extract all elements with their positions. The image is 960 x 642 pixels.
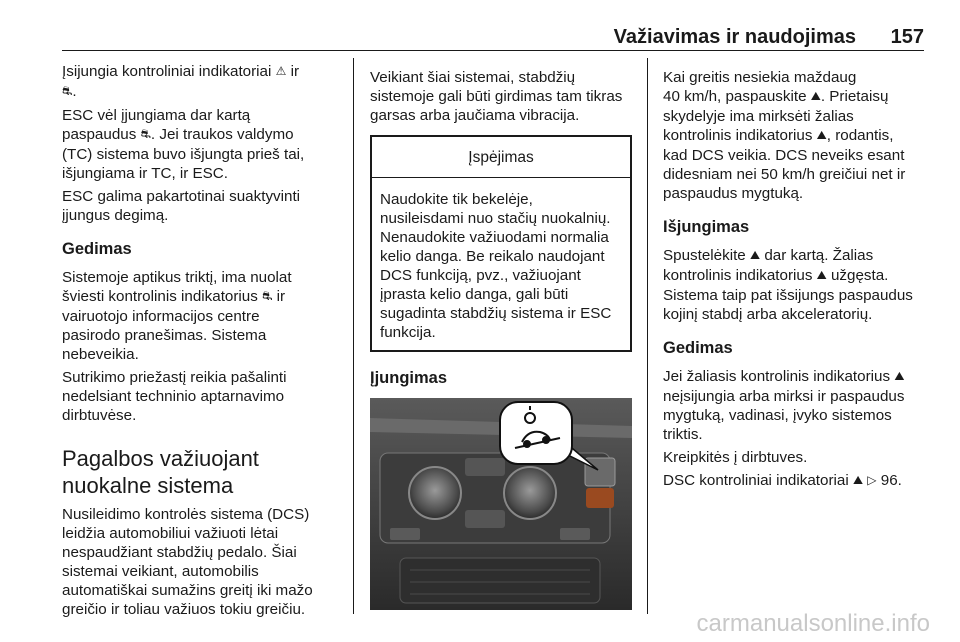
paragraph: Kreipkitės į dirbtuves. (663, 449, 808, 466)
column-divider (353, 58, 354, 614)
paragraph: ESC galima pakartotinai suaktyvinti įjungus degimą. (62, 188, 301, 224)
paragraph: Kai greitis nesiekia maždaug 40 km/h, paspauskite ⛰. Prietaisų skydelyje ima mirksėti žalias kontrolinis indikatorius ⛰, rodantis, kad DCS veikia. DCS neveiks esant didesniam nei 50 km/h greičiui net ir paspaudus mygtuką. (663, 69, 906, 202)
center-console-illustration (370, 398, 632, 610)
column-2 (370, 68, 632, 610)
dashboard-photo (370, 398, 632, 610)
section-heading-hill-descent: Pagalbos važiuojant nuokalne sistema (62, 446, 259, 498)
traction-off-icon: ⛐ (62, 84, 73, 98)
esc-off-icon: ⛐ (140, 127, 151, 141)
paragraph: ESC vėl įjungiama dar kartą paspaudus ⛐. Jei traukos valdymo (TC) sistema buvo išjungta prieš tai, išjungiama ir TC, ir ESC. (62, 107, 305, 182)
paragraph: DSC kontroliniai indikatoriai ⛰ ▷ 96. (663, 472, 902, 489)
warning-body: Naudokite tik bekelėje, nusileisdami nuo stačių nuokalnių. Nenaudokite važiuodami normalia kelio danga. Be reikalo naudojant DCS funkciją, pvz., važiuojant įprasta kelio danga, gali būti sugadinta stabdžių sistema ir ESC funkcija. (380, 191, 612, 341)
descent-control-icon: ⛰ (810, 89, 821, 103)
page-number: 157 (890, 26, 924, 48)
descent-control-icon: ⛰ (894, 369, 905, 383)
section-heading-fault: Gedimas (62, 240, 132, 258)
page-section-title: Važiavimas ir naudojimas (613, 26, 856, 48)
descent-control-icon: ⛰ (852, 473, 864, 487)
descent-control-icon: ⛰ (749, 248, 761, 262)
page-reference-arrow-icon[interactable]: ▷ (867, 473, 877, 487)
column-divider (647, 58, 648, 614)
watermark: carmanualsonline.info (696, 610, 930, 637)
warning-box (370, 135, 632, 352)
section-heading-on: Įjungimas (370, 369, 448, 387)
paragraph: Įsijungia kontroliniai indikatoriai ⚠ ir ⛐. (62, 63, 300, 100)
section-heading-off: Išjungimas (663, 218, 750, 236)
descent-control-icon: ⛰ (816, 268, 827, 282)
paragraph: Jei žaliasis kontrolinis indikatorius ⛰ neįsijungia arba mirksi ir paspaudus mygtuką, vadinasi, įvyko sistemos triktis. (663, 368, 905, 443)
esc-warning-icon: ⛐ (262, 289, 273, 303)
column-3 (663, 68, 927, 495)
esc-off-icon: ⚠ (275, 64, 287, 78)
section-heading-fault: Gedimas (663, 339, 733, 357)
warning-title: Įspėjimas (372, 137, 630, 178)
paragraph: Veikiant šiai sistemai, stabdžių sistemoje gali būti girdimas tam tikras garsas arba jaučiama vibracija. (370, 69, 623, 124)
column-1 (62, 62, 344, 623)
paragraph: Nusileidimo kontrolės sistema (DCS) leidžia automobiliui važiuoti lėtai nespaudžiant stabdžių pedalo. Šiai sistemai veikiant, automobilis automatiškai sumažins greitį iki mažo greičio ir toliau važiuos tokiu greičiu. (62, 506, 313, 618)
page-header (62, 26, 924, 51)
paragraph: Sutrikimo priežastį reikia pašalinti nedelsiant techninio aptarnavimo dirbtuvėse. (62, 369, 287, 424)
paragraph: Sistemoje aptikus triktį, ima nuolat šviesti kontrolinis indikatorius ⛐ ir vairuotojo informacijos centre pasirodo pranešimas. Sistema nebeveikia. (62, 269, 292, 363)
paragraph: Spustelėkite ⛰ dar kartą. Žalias kontrolinis indikatorius ⛰ užgęsta. Sistema taip pat išsijungs paspaudus kojinį stabdį arba akceleratorių. (663, 247, 913, 323)
descent-control-icon: ⛰ (816, 128, 827, 142)
